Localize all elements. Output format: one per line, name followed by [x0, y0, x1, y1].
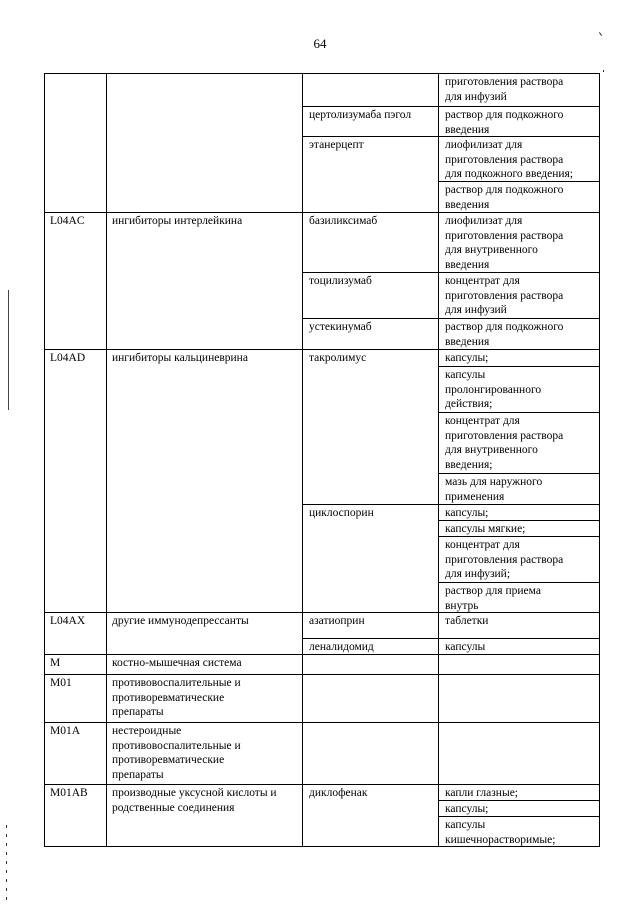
table-border-left [44, 73, 45, 847]
dosage-form-cell: раствор для подкожного введения [445, 109, 564, 136]
drug-name-cell: такролимус [309, 352, 367, 364]
row-divider [44, 722, 600, 723]
drug-name-cell: леналидомид [309, 641, 374, 653]
atc-code-cell: M01A [50, 725, 81, 737]
atc-code-cell: M01AB [50, 787, 88, 799]
dosage-form-cell: раствор для приема внутрь [445, 585, 541, 612]
dosage-form-cell: капсулы; [445, 352, 489, 364]
row-divider [44, 674, 600, 675]
dosage-form-cell: капсулы мягкие; [445, 523, 526, 535]
row-divider [438, 582, 600, 583]
group-name-cell: нестероидные противовоспалительные и противоревматические препараты [112, 725, 241, 781]
drug-name-cell: диклофенак [309, 787, 368, 799]
dosage-form-cell: концентрат для приготовления раствора для инфузий [445, 275, 564, 317]
drug-name-cell: базиликсимаб [309, 215, 378, 227]
group-name-cell: противовоспалительные и противоревматические препараты [112, 677, 241, 719]
drug-name-cell: тоцилизумаб [309, 275, 372, 287]
table-column-divider [302, 73, 303, 847]
atc-code-cell: L04AC [50, 215, 85, 227]
dosage-form-cell: раствор для подкожного введения [445, 184, 564, 211]
dosage-form-cell: лиофилизат для приготовления раствора для внутривенного введения [445, 215, 564, 271]
row-divider [302, 638, 600, 639]
page-number: 64 [313, 36, 327, 51]
group-name-cell: другие иммунодепрессанты [112, 615, 249, 627]
atc-code-cell: M01 [50, 677, 72, 689]
row-divider [302, 106, 600, 107]
drug-name-cell: устекинумаб [309, 321, 372, 333]
row-divider [302, 318, 600, 319]
atc-code-cell: L04AX [50, 615, 86, 627]
row-divider [438, 412, 600, 413]
drug-name-cell: цертолизумаба пэгол [309, 109, 412, 121]
scan-margin-line [8, 290, 9, 410]
table-column-divider [438, 73, 439, 847]
dosage-form-cell: таблетки [445, 615, 489, 627]
dosage-form-cell: раствор для подкожного введения [445, 321, 564, 348]
group-name-cell: производные уксусной кислоты и родственные соединения [112, 787, 277, 814]
dosage-form-cell: капсулы; [445, 803, 489, 815]
dosage-form-cell: мазь для наружного применения [445, 476, 543, 503]
table-border-right [599, 73, 600, 847]
group-name-cell: ингибиторы кальциневрина [112, 352, 248, 364]
dosage-form-cell: капсулы; [445, 507, 489, 519]
dosage-form-cell: приготовления раствора для инфузий [445, 76, 564, 103]
table-column-divider [106, 73, 107, 847]
drug-name-cell: азатиоприн [309, 615, 365, 627]
group-name-cell: ингибиторы интерлейкина [112, 215, 243, 227]
drug-name-cell: циклоспорин [309, 507, 374, 519]
scan-margin-dots [6, 825, 7, 900]
row-divider [438, 366, 600, 367]
group-name-cell: костно-мышечная система [112, 657, 242, 669]
dosage-form-cell: капсулы [445, 641, 486, 653]
row-divider [44, 784, 600, 785]
dosage-form-cell: капсулы пролонгированного действия; [445, 369, 542, 411]
drug-name-cell: этанерцепт [309, 139, 364, 151]
scan-mark [603, 70, 604, 72]
dosage-form-cell: концентрат для приготовления раствора для внутривенного введения; [445, 415, 564, 471]
dosage-form-cell: капсулы кишечнорастворимые; [445, 819, 556, 846]
atc-code-cell: M [50, 657, 61, 669]
dosage-form-cell: лиофилизат для приготовления раствора для подкожного введения; [445, 139, 574, 181]
table-border-top [44, 73, 600, 74]
atc-code-cell: L04AD [50, 352, 86, 364]
medicines-table [44, 73, 600, 847]
row-divider [438, 473, 600, 474]
dosage-form-cell: концентрат для приготовления раствора для инфузий; [445, 539, 564, 581]
dosage-form-cell: капли глазные; [445, 787, 518, 799]
